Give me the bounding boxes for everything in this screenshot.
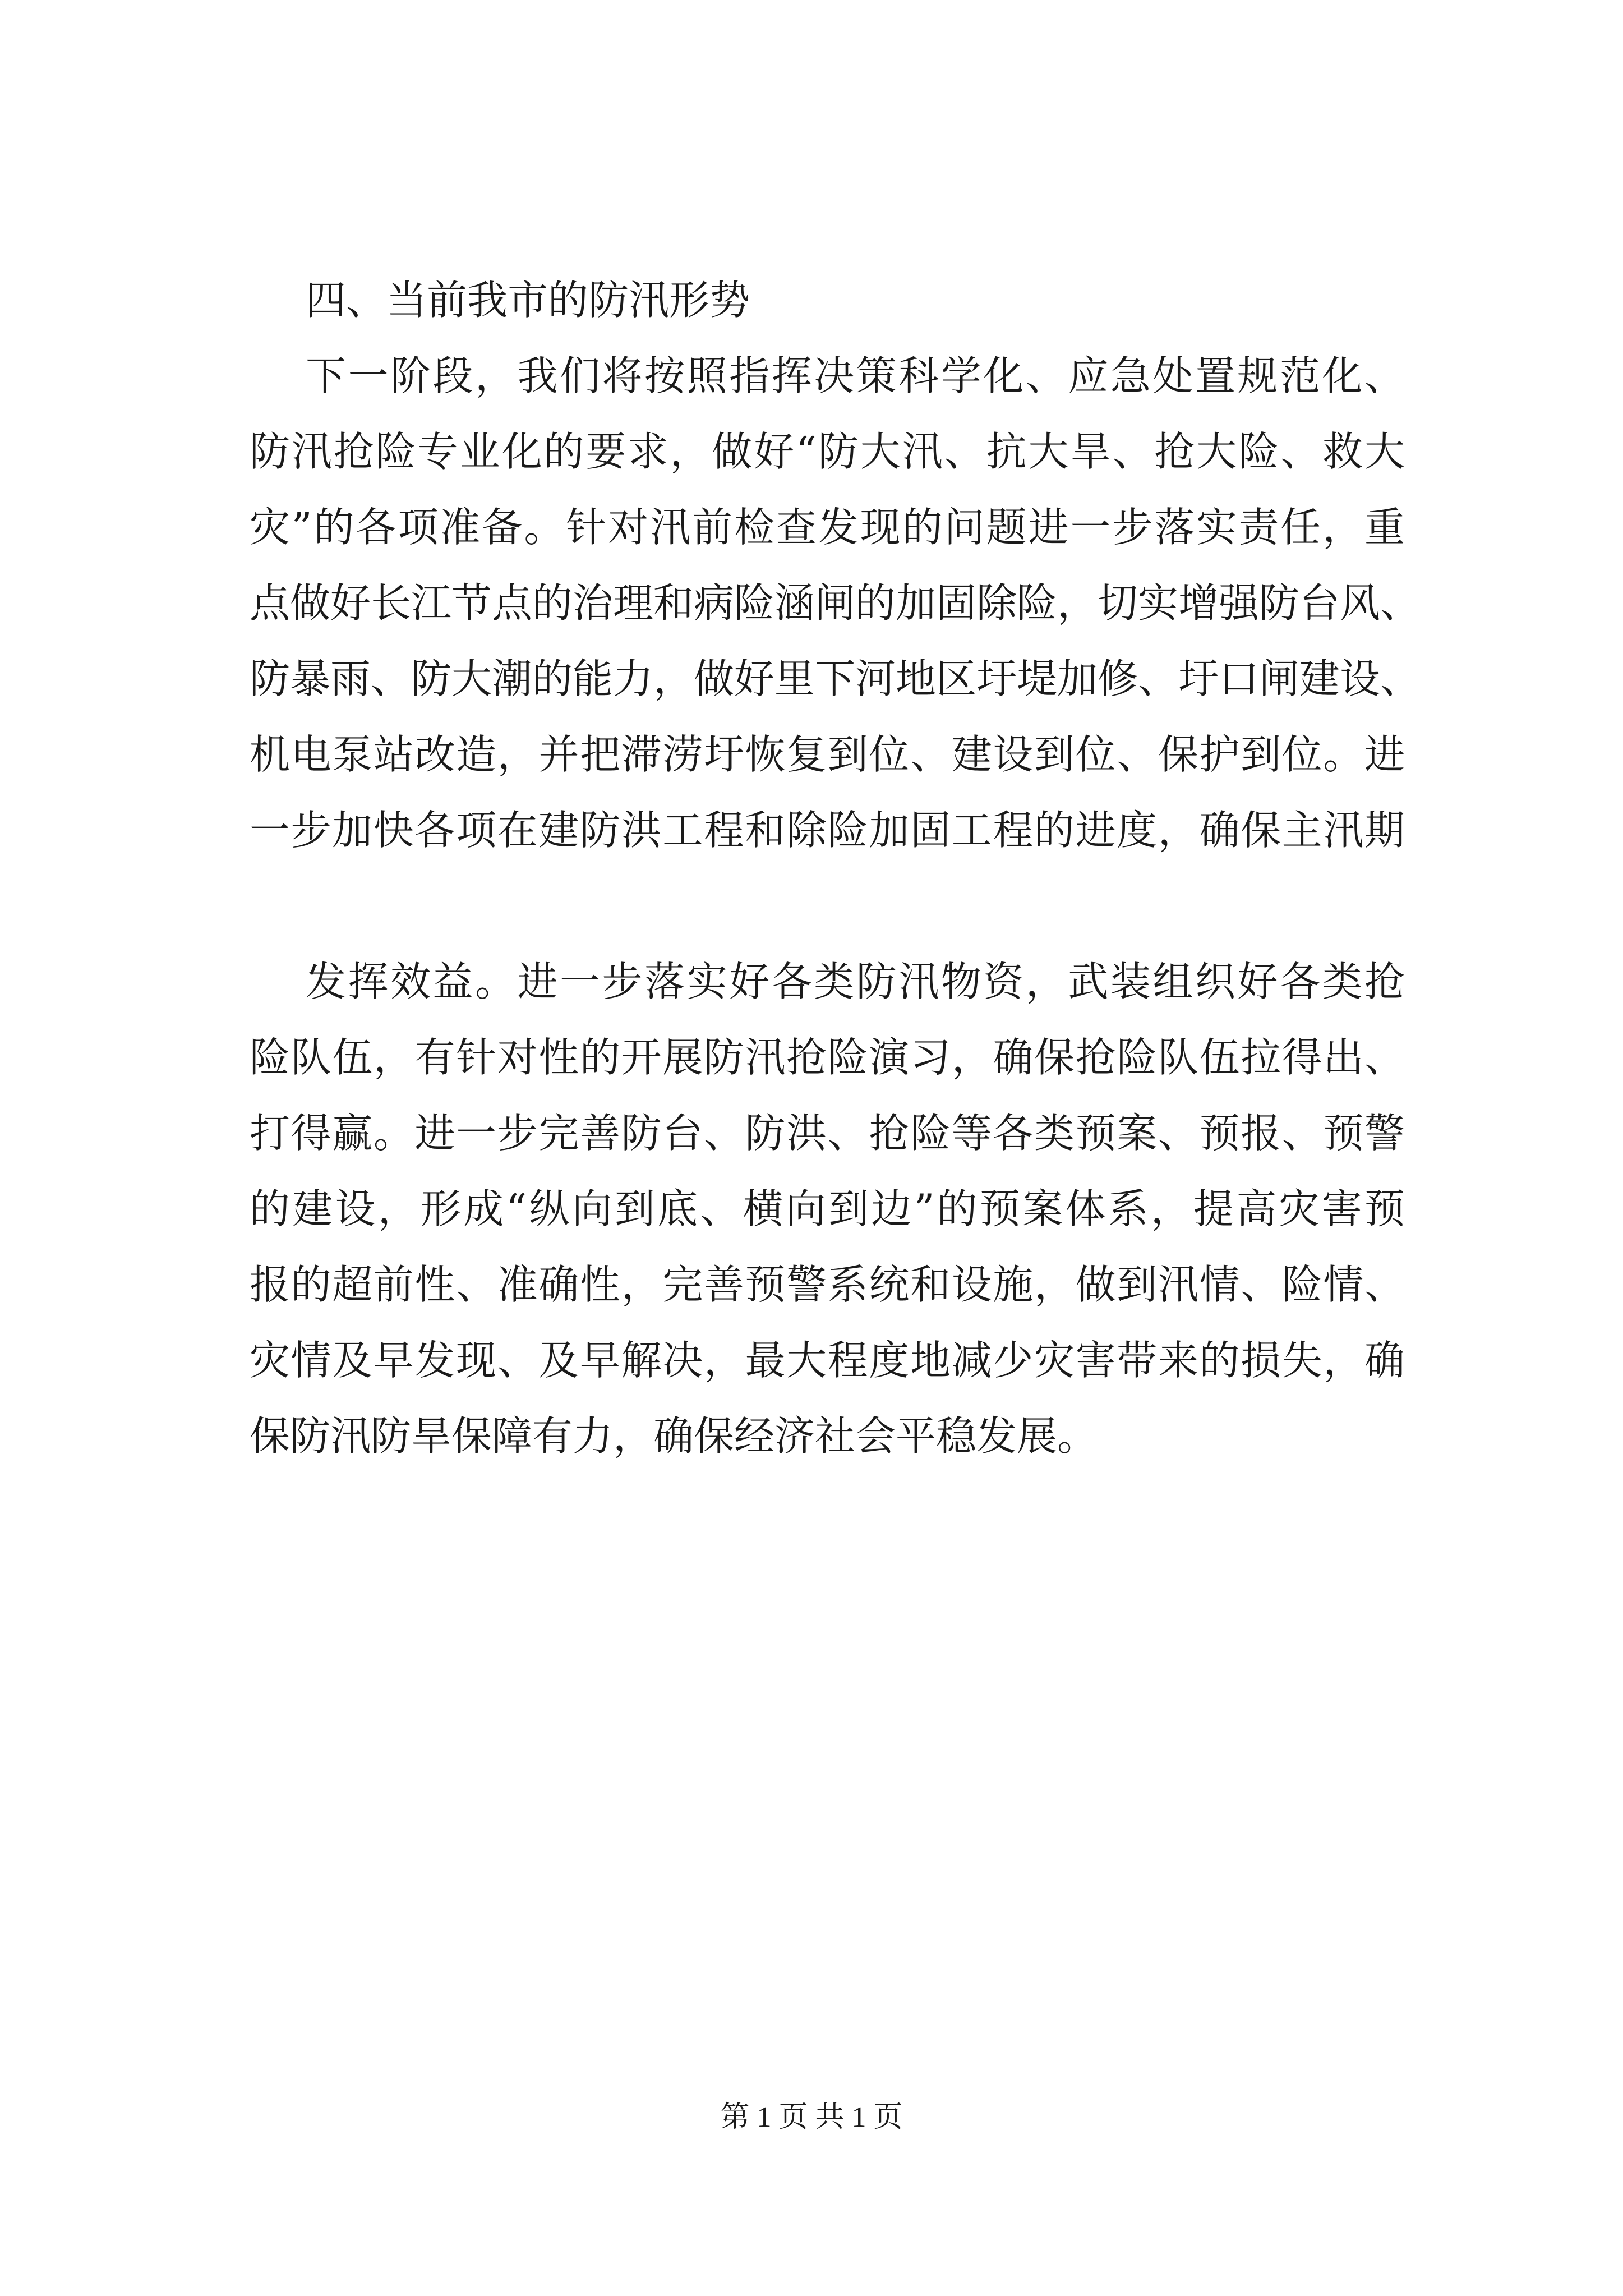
paragraph-1-line: 防暴雨、防大潮的能力，做好里下河地区圩堤加修、圩口闸建设、 [250,655,1421,702]
paragraph-1-line: 点做好长江节点的治理和病险涵闸的加固除险，切实增强防台风、 [250,579,1421,627]
paragraph-2-line: 的建设，形成“纵向到底、横向到边”的预案体系，提高灾害预 [250,1185,1405,1232]
paragraph-2-line: 险队伍，有针对性的开展防汛抢险演习，确保抢险队伍拉得出、 [250,1034,1405,1081]
section-heading: 四、当前我市的防汛形势 [306,277,750,324]
paragraph-2-line: 灾情及早发现、及早解决，最大程度地减少灾害带来的损失，确 [250,1337,1405,1384]
paragraph-2-line: 保防汛防旱保障有力，确保经济社会平稳发展。 [250,1412,1098,1460]
paragraph-1-line: 灾”的各项准备。针对汛前检查发现的问题进一步落实责任，重 [250,504,1405,551]
paragraph-1-line: 防汛抢险专业化的要求，做好“防大汛、抗大旱、抢大险、救大 [250,428,1405,475]
paragraph-2-line: 发挥效益。进一步落实好各类防汛物资，武装组织好各类抢 [306,958,1405,1005]
paragraph-1-line: 机电泵站改造，并把滞涝圩恢复到位、建设到位、保护到位。进 [250,731,1405,778]
paragraph-2-line: 报的超前性、准确性，完善预警系统和设施，做到汛情、险情、 [250,1261,1405,1308]
paragraph-2 [250,944,1405,1474]
paragraph-1 [250,338,1421,868]
paragraph-1-line: 一步加快各项在建防洪工程和除险加固工程的进度，确保主汛期 [250,807,1405,854]
paragraph-1-line: 下一阶段，我们将按照指挥决策科学化、应急处置规范化、 [306,352,1405,399]
paragraph-2-line: 打得赢。进一步完善防台、防洪、抢险等各类预案、预报、预警 [250,1110,1405,1157]
page-footer: 第 1 页 共 1 页 [720,2101,903,2133]
